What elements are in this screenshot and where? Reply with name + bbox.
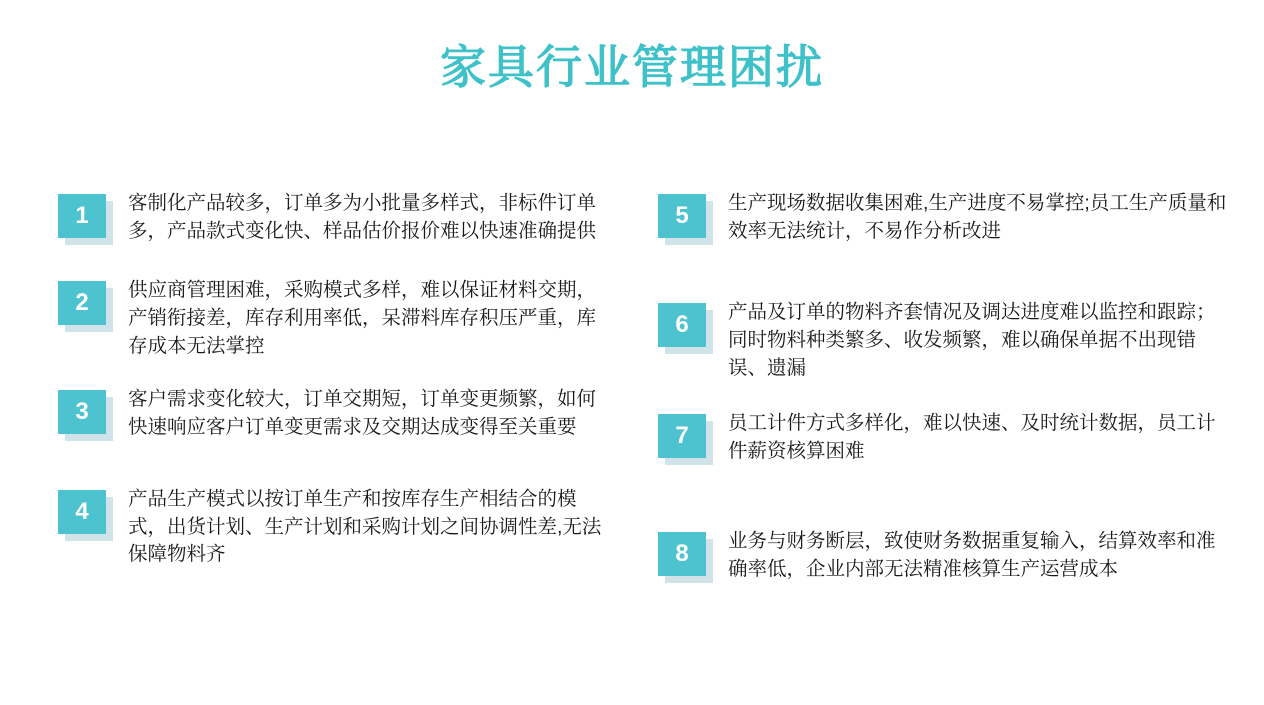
item-number-badge (658, 532, 714, 582)
item-number-badge (658, 303, 714, 353)
badge-number: 1 (58, 194, 106, 238)
badge-number: 8 (658, 532, 706, 576)
badge-number: 5 (658, 194, 706, 238)
left-column (0, 190, 632, 583)
badge-number: 4 (58, 490, 106, 534)
right-column (632, 190, 1264, 583)
item-text: 客制化产品较多，订单多为小批量多样式，非标件订单多，产品款式变化快、样品估价报价难以快速准确提供 (128, 192, 597, 242)
item-number-badge (658, 414, 714, 464)
list-item (58, 190, 614, 245)
item-text: 客户需求变化较大，订单交期短，订单变更频繁，如何快速响应客户订单变更需求及交期达成变得至关重要 (128, 388, 597, 439)
badge-number: 7 (658, 414, 706, 458)
page-title: 家具行业管理困扰 (440, 41, 824, 93)
badge-number: 6 (658, 303, 706, 347)
content-columns (0, 190, 1264, 583)
badge-number: 2 (58, 281, 106, 325)
item-number-badge (658, 194, 714, 244)
item-text: 产品及订单的物料齐套情况及调达进度难以监控和跟踪；同时物料种类繁多、收发频繁，难以确保单据不出现错误、遗漏 (728, 301, 1216, 379)
list-item (58, 386, 614, 441)
item-text: 业务与财务断层，致使财务数据重复输入，结算效率和准确率低，企业内部无法精准核算生产运营成本 (728, 529, 1216, 580)
list-item (58, 486, 614, 569)
item-number-badge (58, 194, 114, 244)
list-item (658, 528, 1234, 583)
list-item (658, 190, 1234, 245)
item-number-badge (58, 490, 114, 540)
item-text: 生产现场数据收集困难,生产进度不易掌控;员工生产质量和效率无法统计，不易作分析改进 (728, 192, 1227, 242)
item-number-badge (58, 390, 114, 440)
list-item (658, 410, 1234, 465)
item-text: 员工计件方式多样化，难以快速、及时统计数据，员工计件薪资核算困难 (728, 412, 1216, 463)
badge-number: 3 (58, 390, 106, 434)
list-item (58, 277, 614, 360)
item-text: 供应商管理困难，采购模式多样，难以保证材料交期，产销衔接差，库存利用率低，呆滞料库存积压严重，库存成本无法掌控 (128, 279, 597, 357)
item-number-badge (58, 281, 114, 331)
item-text: 产品生产模式以按订单生产和按库存生产相结合的模式，出货计划、生产计划和采购计划之间协调性差,无法保障物料齐 (128, 487, 602, 566)
list-item (658, 299, 1234, 382)
